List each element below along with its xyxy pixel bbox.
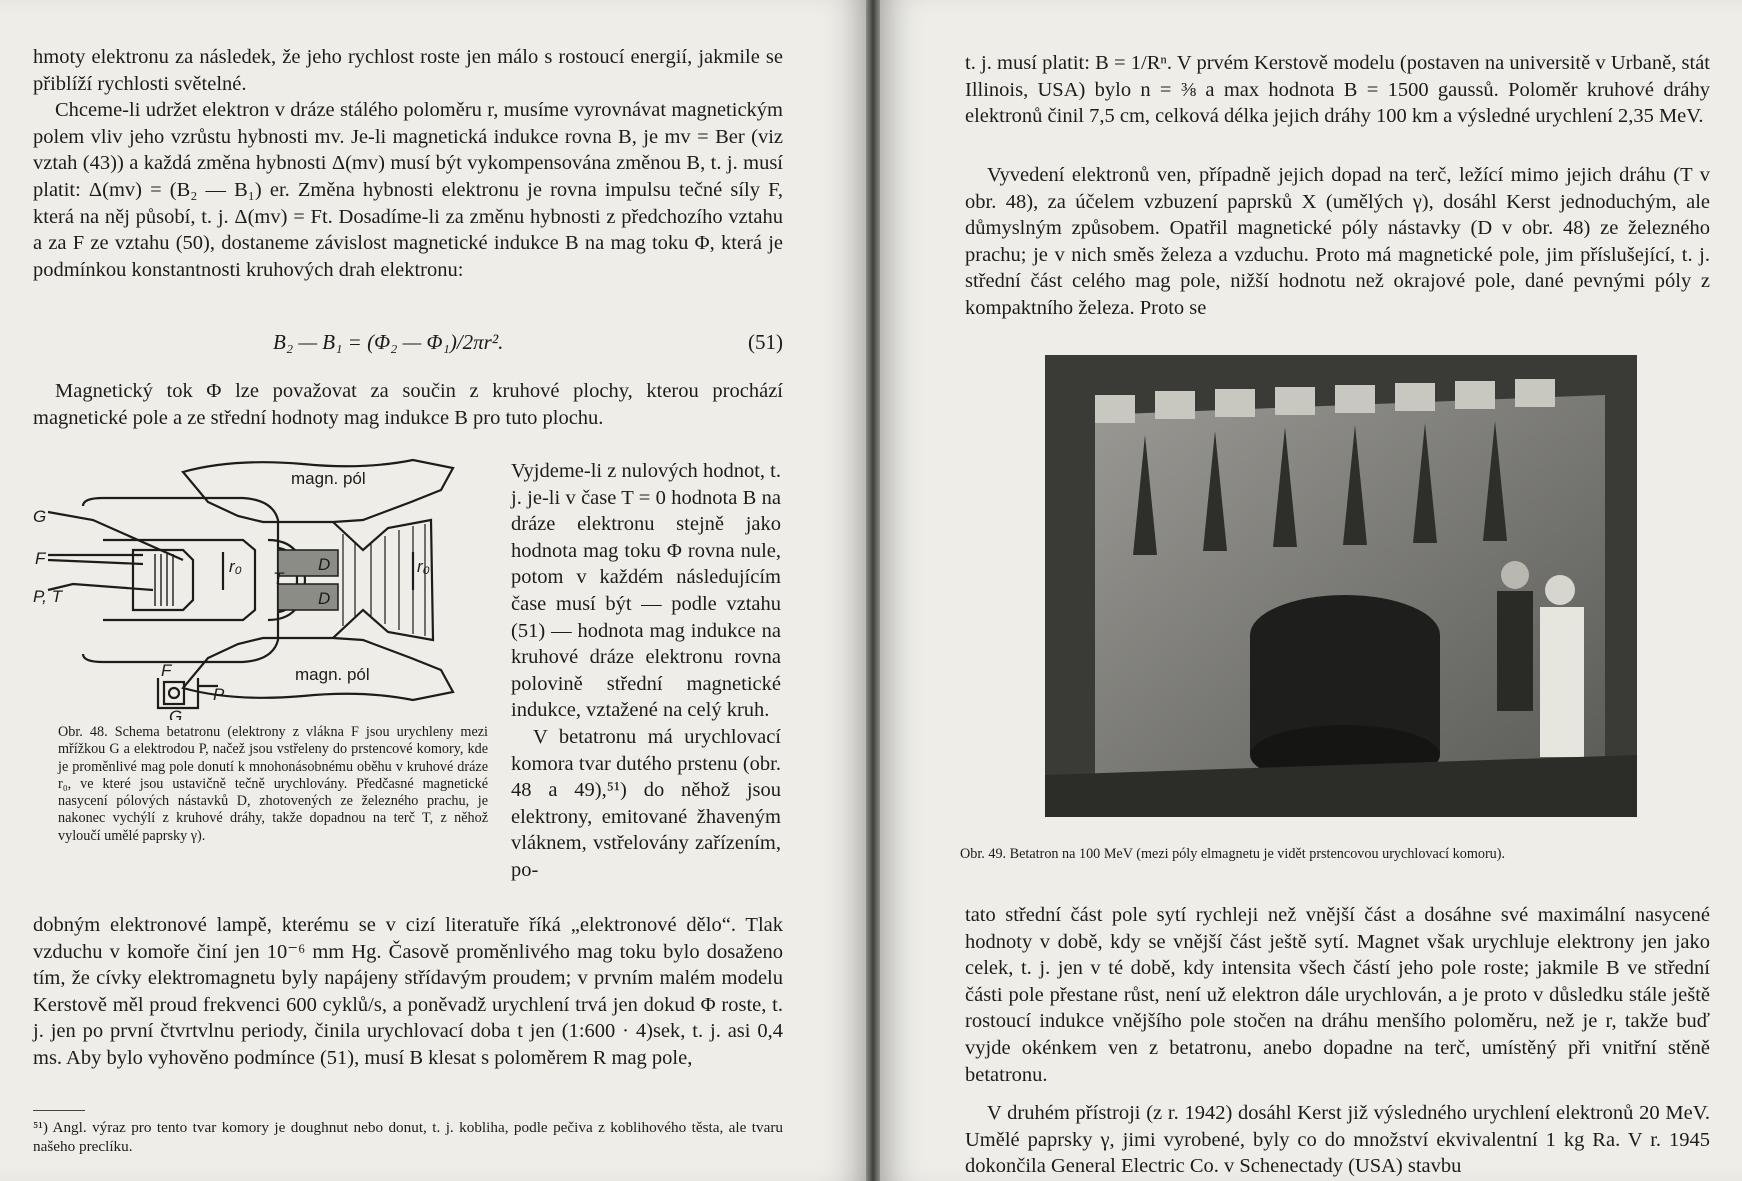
- left-column-text: [511, 458, 781, 884]
- paragraph: Magnetický tok Φ lze považovat za součin z kruhové plochy, kterou prochází magnetické pole a ze střední hodnoty mag indukce B pro tuto plochu.: [33, 380, 783, 429]
- footnote-51: ⁵¹) Angl. výraz pro tento tvar komory je doughnut nebo donut, t. j. kobliha, podle pečiva z koblihového těsta, ale tvaru našeho preclíku.: [33, 1119, 783, 1155]
- paragraph: t. j. musí platit: B = 1/Rⁿ. V prvém Kerstově modelu (postaven na universitě v Urbaně, stát Illinois, USA) bylo n = ⅜ a max hodnota B = 1500 gaussů. Poloměr kruhové dráhy elektronů činil 7,5 cm, celková délka jejich dráhy 100 km a výsledné urychlení 2,35 MeV.: [965, 52, 1710, 128]
- label-G: G: [33, 507, 47, 526]
- figure-48-betatron-schema: [33, 450, 498, 720]
- label-r0-right: r₀: [417, 557, 430, 576]
- label-D-top: D: [318, 555, 331, 574]
- label-T: T: [273, 569, 284, 588]
- left-bottom-text: [33, 912, 783, 1072]
- label-pole-top: magn. pól: [291, 469, 366, 488]
- paragraph: Vyjdeme-li z nulových hodnot, t. j. je-li v čase T = 0 hodnota B na dráze elektronu stejně jako hodnota mag toku Φ rovna nule, potom v každém následujícím čase musí být — podle vztahu (51) — hodnota mag indukce na kruhové dráze elektronu rovna polovině střední magnetické indukce, vztažené na celý kruh.: [511, 460, 781, 722]
- left-page: [0, 0, 866, 1181]
- label-D-bottom: D: [318, 589, 331, 608]
- paragraph: V betatronu má urychlovací komora tvar dutého prstenu (obr. 48 a 49),⁵¹) do něhož jsou elektrony, emitované žhaveným vláknem, vstřelovány zařízením, po-: [511, 725, 781, 881]
- equation-51: [33, 330, 783, 362]
- label-P-supply: P: [213, 685, 225, 704]
- equation-number: (51): [748, 330, 783, 354]
- label-G-supply: G: [169, 707, 183, 720]
- equation-expression: B₂ — B₁ = (Φ₂ — Φ₁)/2πr².: [273, 330, 504, 354]
- paragraph: hmoty elektronu za následek, že jeho rychlost roste jen málo s rostoucí energií, jakmile se přiblíží rychlosti světelné.: [33, 46, 783, 95]
- paragraph: Vyvedení elektronů ven, případně jejich dopad na terč, ležící mimo jejich dráhu (T v obr. 48), za účelem vzbuzení paprsků X (umělých γ), dosáhl Kerst jednoduchým, ale důmyslným způsobem. Opatřil magnetické póly nástavky (D v obr. 48) ze železného prachu; je v nich směs železa a vzduchu. Proto má magnetické pole, jim příslušející, t. j. střední část celého mag pole, nižší hodnotu než okrajové pole, dané pevnými póly z kompaktního železa. Proto se: [965, 164, 1710, 319]
- label-pole-bottom: magn. pól: [295, 665, 370, 684]
- label-r0-left: r₀: [229, 557, 242, 576]
- label-F: F: [35, 549, 46, 568]
- paragraph-gap: [965, 1088, 1710, 1100]
- paragraph: Chceme-li udržet elektron v dráze stálého poloměru r, musíme vyrovnávat magnetickým polem vliv jeho vzrůstu hybnosti mv. Je-li magnetická indukce rovna B, je mv = Ber (viz vztah (43)) a každá změna hybnosti Δ(mv) musí být vykompensována změnou B, t. j. musí platit: Δ(mv) = (B₂ — B₁) er. Změna hybnosti elektronu je rovna impulsu tečné síly F, která na něj působí, t. j. Δ(mv) = Ft. Dosadíme-li za změnu hybnosti z předchozího vztahu a za F ze vztahu (50), dostaneme závislost magnetické indukce B na mag toku Φ, která je podmínkou konstantnosti kruhových drah elektronu:: [33, 99, 783, 281]
- right-mid-text: [965, 162, 1710, 322]
- right-bottom-text: [965, 902, 1710, 1180]
- left-mid-text: [33, 378, 783, 431]
- label-F-supply: F: [161, 661, 172, 680]
- paragraph: dobným elektronové lampě, kterému se v cizí literatuře říká „elektronové dělo“. Tlak vzduchu v komoře činí jen 10⁻⁶ mm Hg. Časově proměnlivého mag toku bylo dosaženo tím, že cívky elektromagnetu byly napájeny střídavým proudem; v prvním malém modelu Kerstově měl proud frekvenci 600 cyklů/s, a poněvadž urychlení trvá jen dokud Φ roste, t. j. jen po první čtvrtvlnu periody, činila urychlovací doba t jen (1:600 · 4)sek, t. j. asi 0,4 ms. Aby bylo vyhověno podmínce (51), musí B klesat s poloměrem R mag pole,: [33, 914, 783, 1069]
- betatron-schema-diagram: [33, 450, 498, 720]
- left-top-text: [33, 44, 783, 283]
- book-gutter: [866, 0, 880, 1181]
- figure-48-caption: Obr. 48. Schema betatronu (elektrony z vlákna F jsou urychleny mezi mřížkou G a elektrodou P, načež jsou vstřeleny do prstencové komory, kde je proměnlivé mag pole donutí k mnohonásobnému oběhu v kruhové dráze r₀, ve které jsou ustavičně tečně urychlovány. Předčasné magnetické nasycení pólových nástavků D, zhotovených ze železného prachu, je nakonec vychýlí z kruhové dráhy, takže dopadnou na terč T, z něhož vyloučí umělé paprsky γ).: [58, 724, 488, 844]
- label-PT: P, T: [33, 587, 62, 606]
- right-top-text: [965, 50, 1710, 130]
- figure-49-betatron-photo: [1045, 355, 1637, 817]
- betatron-photo-illustration: [1045, 355, 1637, 817]
- footnote-rule: [33, 1110, 85, 1111]
- paragraph: tato střední část pole sytí rychleji než vnější část a dosáhne své maximální nasycené hodnoty v době, kdy se vnější část ještě sytí. Magnet však urychluje elektrony jen jako celek, t. j. jen v té době, kdy intensita všech částí jeho pole roste; jakmile B ve střední části pole přestane růst, není už elektron dále urychlován, a je proto v důsledku stále ještě rostoucí indukce vnějšího pole stočen na dráhu menšího poloměru, než je r, takže buď vyjde okénkem ven z betatronu, anebo dopadne na terč, umístěný při vnitřní stěně betatronu.: [965, 904, 1710, 1086]
- figure-49-caption: Obr. 49. Betatron na 100 MeV (mezi póly elmagnetu je vidět prstencovou urychlovací komoru).: [960, 846, 1506, 862]
- paragraph: V druhém přístroji (z r. 1942) dosáhl Kerst již výsledného urychlení elektronů 20 MeV. Umělé paprsky γ, jimi vyrobené, byly co do množství ekvivalentní 1 kg Ra. V r. 1945 dokončila General Electric Co. v Schenectady (USA) stavbu: [965, 1102, 1710, 1178]
